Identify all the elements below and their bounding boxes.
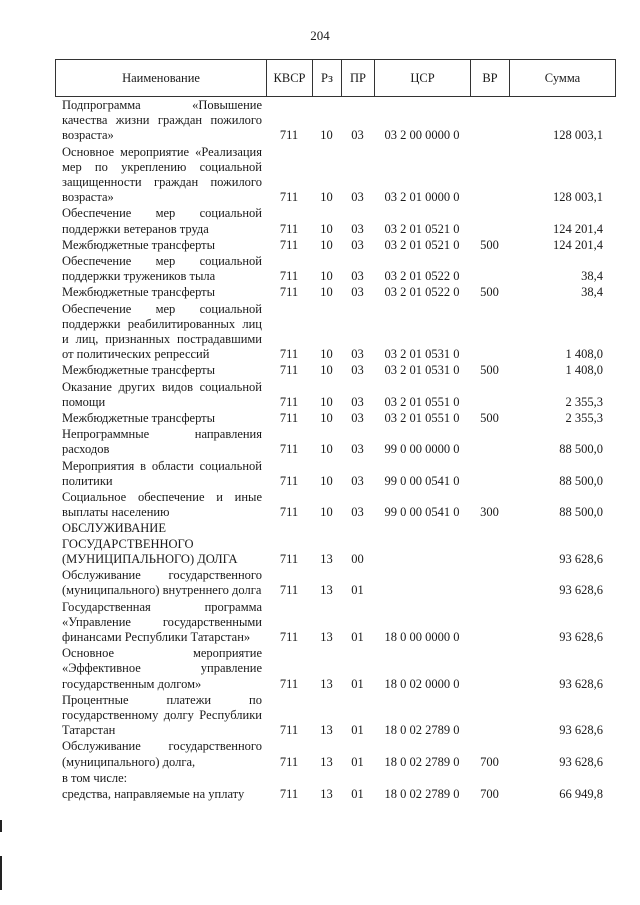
cell-rz: 13 bbox=[320, 786, 333, 801]
cell-csr: 18 0 02 2789 0 bbox=[384, 754, 460, 769]
table-row bbox=[55, 458, 615, 489]
table-row bbox=[55, 770, 615, 786]
cell-csr bbox=[374, 520, 470, 567]
cell-kvsr: 711 bbox=[279, 285, 299, 300]
cell-rz: 10 bbox=[320, 442, 333, 457]
column-header-name: Наименование bbox=[56, 60, 267, 97]
cell-rz: 10 bbox=[320, 411, 333, 426]
cell-kvsr: 711 bbox=[279, 754, 299, 769]
cell-name: Межбюджетные трансферты bbox=[62, 237, 216, 252]
cell-sum bbox=[509, 770, 615, 786]
table-row bbox=[55, 692, 615, 739]
cell-csr: 03 2 01 0521 0 bbox=[384, 221, 460, 236]
cell-kvsr: 711 bbox=[279, 221, 299, 236]
cell-rz: 13 bbox=[320, 723, 333, 738]
cell-rz: 10 bbox=[320, 221, 333, 236]
cell-csr: 18 0 02 2789 0 bbox=[384, 723, 460, 738]
cell-name: Обеспечение мер социальной поддержки тружеников тыла bbox=[62, 254, 262, 284]
cell-rz: 13 bbox=[320, 754, 333, 769]
cell-rz: 10 bbox=[320, 285, 333, 300]
cell-vr bbox=[470, 458, 509, 489]
cell-sum: 38,4 bbox=[581, 285, 603, 300]
cell-rz: 10 bbox=[320, 363, 333, 378]
cell-kvsr: 711 bbox=[279, 676, 299, 691]
cell-sum: 128 003,1 bbox=[553, 128, 603, 143]
cell-kvsr: 711 bbox=[279, 442, 299, 457]
margin-mark bbox=[0, 820, 2, 832]
cell-name: Межбюджетные трансферты bbox=[62, 411, 216, 426]
cell-kvsr: 711 bbox=[279, 551, 299, 566]
cell-kvsr bbox=[266, 770, 312, 786]
cell-pr: 03 bbox=[351, 394, 364, 409]
cell-name: Непрограммные направления расходов bbox=[62, 427, 262, 457]
cell-vr: 700 bbox=[480, 754, 499, 769]
table-row bbox=[55, 786, 615, 802]
cell-vr: 700 bbox=[480, 786, 499, 801]
cell-kvsr: 711 bbox=[279, 347, 299, 362]
cell-csr: 03 2 01 0551 0 bbox=[384, 411, 460, 426]
cell-name: Обслуживание государственного (муниципального) долга, bbox=[62, 739, 262, 769]
cell-pr: 03 bbox=[351, 442, 364, 457]
cell-csr bbox=[374, 770, 470, 786]
cell-kvsr: 711 bbox=[279, 128, 299, 143]
cell-name: Социальное обеспечение и иные выплаты населению bbox=[62, 490, 262, 520]
table-row bbox=[55, 144, 615, 206]
cell-vr bbox=[470, 301, 509, 363]
cell-name: Государственная программа «Управление государственными финансами Республики Татарстан» bbox=[62, 599, 262, 644]
cell-pr: 01 bbox=[351, 786, 364, 801]
cell-rz: 13 bbox=[320, 583, 333, 598]
cell-sum: 93 628,6 bbox=[559, 629, 603, 644]
cell-sum: 88 500,0 bbox=[559, 505, 603, 520]
cell-sum: 38,4 bbox=[581, 269, 603, 284]
table-row bbox=[55, 426, 615, 457]
cell-sum: 66 949,8 bbox=[559, 786, 603, 801]
cell-pr: 01 bbox=[351, 629, 364, 644]
cell-rz: 10 bbox=[320, 505, 333, 520]
cell-rz bbox=[312, 770, 341, 786]
cell-pr: 03 bbox=[351, 363, 364, 378]
cell-kvsr: 711 bbox=[279, 505, 299, 520]
cell-kvsr: 711 bbox=[279, 269, 299, 284]
cell-pr: 03 bbox=[351, 347, 364, 362]
column-header-vr: ВР bbox=[471, 60, 510, 97]
cell-pr: 03 bbox=[351, 269, 364, 284]
cell-vr bbox=[470, 379, 509, 410]
cell-name: Мероприятия в области социальной политики bbox=[62, 458, 262, 488]
cell-kvsr: 711 bbox=[279, 786, 299, 801]
table-row bbox=[55, 98, 615, 144]
cell-pr: 03 bbox=[351, 411, 364, 426]
cell-rz: 10 bbox=[320, 269, 333, 284]
cell-rz: 13 bbox=[320, 551, 333, 566]
cell-pr: 03 bbox=[351, 285, 364, 300]
cell-vr bbox=[470, 426, 509, 457]
column-header-pr: ПР bbox=[342, 60, 375, 97]
cell-kvsr: 711 bbox=[279, 723, 299, 738]
cell-name: Обеспечение мер социальной поддержки ветеранов труда bbox=[62, 206, 262, 236]
cell-sum: 93 628,6 bbox=[559, 723, 603, 738]
cell-rz: 13 bbox=[320, 629, 333, 644]
cell-vr bbox=[470, 599, 509, 646]
cell-sum: 93 628,6 bbox=[559, 583, 603, 598]
cell-csr: 18 0 02 0000 0 bbox=[384, 676, 460, 691]
table-row bbox=[55, 645, 615, 692]
cell-pr: 00 bbox=[351, 551, 364, 566]
cell-vr bbox=[470, 692, 509, 739]
cell-vr bbox=[470, 98, 509, 144]
cell-rz: 10 bbox=[320, 347, 333, 362]
column-header-kvsr: КВСР bbox=[267, 60, 313, 97]
cell-vr: 500 bbox=[480, 285, 499, 300]
cell-name: Процентные платежи по государственному долгу Республики Татарстан bbox=[62, 692, 262, 738]
column-header-rz: Рз bbox=[313, 60, 342, 97]
cell-pr: 03 bbox=[351, 473, 364, 488]
cell-kvsr: 711 bbox=[279, 583, 299, 598]
cell-vr: 500 bbox=[480, 237, 499, 252]
cell-csr: 18 0 02 2789 0 bbox=[384, 786, 460, 801]
cell-name: в том числе: bbox=[62, 770, 128, 785]
cell-sum: 2 355,3 bbox=[565, 394, 603, 409]
cell-kvsr: 711 bbox=[279, 394, 299, 409]
cell-vr bbox=[470, 645, 509, 692]
cell-sum: 93 628,6 bbox=[559, 676, 603, 691]
cell-csr: 03 2 01 0521 0 bbox=[384, 237, 460, 252]
cell-kvsr: 711 bbox=[279, 190, 299, 205]
cell-csr: 03 2 01 0522 0 bbox=[384, 285, 460, 300]
column-header-sum: Сумма bbox=[510, 60, 616, 97]
table-row bbox=[55, 284, 615, 300]
cell-csr: 03 2 01 0531 0 bbox=[384, 363, 460, 378]
table-row bbox=[55, 237, 615, 253]
budget-table bbox=[55, 98, 615, 802]
cell-csr: 03 2 01 0531 0 bbox=[384, 347, 460, 362]
table-row bbox=[55, 599, 615, 646]
cell-csr: 99 0 00 0000 0 bbox=[384, 442, 460, 457]
cell-pr: 03 bbox=[351, 505, 364, 520]
cell-pr bbox=[341, 770, 374, 786]
table-row bbox=[55, 205, 615, 236]
cell-pr: 01 bbox=[351, 583, 364, 598]
cell-name: Обслуживание государственного (муниципального) внутреннего долга bbox=[62, 568, 262, 598]
table-row bbox=[55, 520, 615, 567]
cell-rz: 10 bbox=[320, 237, 333, 252]
cell-vr: 500 bbox=[480, 411, 499, 426]
margin-mark bbox=[0, 856, 2, 890]
table-row bbox=[55, 379, 615, 410]
column-header-csr: ЦСР bbox=[375, 60, 471, 97]
cell-name: Межбюджетные трансферты bbox=[62, 363, 216, 378]
cell-csr: 18 0 00 0000 0 bbox=[384, 629, 460, 644]
cell-vr bbox=[470, 144, 509, 206]
cell-sum: 88 500,0 bbox=[559, 442, 603, 457]
cell-vr bbox=[470, 205, 509, 236]
cell-csr bbox=[374, 567, 470, 598]
cell-pr: 01 bbox=[351, 754, 364, 769]
table-row bbox=[55, 362, 615, 378]
cell-rz: 10 bbox=[320, 128, 333, 143]
table-row bbox=[55, 489, 615, 520]
cell-pr: 03 bbox=[351, 221, 364, 236]
cell-name: средства, направляемые на уплату bbox=[62, 786, 245, 801]
cell-rz: 10 bbox=[320, 473, 333, 488]
cell-name: ОБСЛУЖИВАНИЕ ГОСУДАРСТВЕННОГО (МУНИЦИПАЛЬНОГО) ДОЛГА bbox=[62, 521, 238, 566]
cell-sum: 88 500,0 bbox=[559, 473, 603, 488]
cell-rz: 10 bbox=[320, 190, 333, 205]
cell-pr: 03 bbox=[351, 190, 364, 205]
cell-csr: 03 2 01 0000 0 bbox=[384, 190, 460, 205]
cell-pr: 03 bbox=[351, 237, 364, 252]
cell-sum: 124 201,4 bbox=[553, 237, 603, 252]
cell-sum: 93 628,6 bbox=[559, 754, 603, 769]
cell-kvsr: 711 bbox=[279, 237, 299, 252]
cell-csr: 99 0 00 0541 0 bbox=[384, 505, 460, 520]
page-number: 204 bbox=[310, 28, 330, 43]
cell-kvsr: 711 bbox=[279, 363, 299, 378]
table-row bbox=[55, 253, 615, 284]
cell-name: Обеспечение мер социальной поддержки реабилитированных лиц и лиц, признанных пострадавшими от политических репрессий bbox=[62, 301, 262, 362]
cell-sum: 2 355,3 bbox=[565, 411, 603, 426]
cell-csr: 03 2 01 0522 0 bbox=[384, 269, 460, 284]
cell-rz: 13 bbox=[320, 676, 333, 691]
cell-name: Основное мероприятие «Эффективное управление государственным долгом» bbox=[62, 646, 262, 691]
cell-name: Подпрограмма «Повышение качества жизни граждан пожилого возраста» bbox=[62, 98, 262, 143]
cell-vr bbox=[470, 520, 509, 567]
table-row bbox=[55, 301, 615, 363]
table-row bbox=[55, 738, 615, 769]
table-row bbox=[55, 410, 615, 426]
cell-sum: 128 003,1 bbox=[553, 190, 603, 205]
cell-sum: 93 628,6 bbox=[559, 551, 603, 566]
cell-vr bbox=[470, 253, 509, 284]
cell-kvsr: 711 bbox=[279, 473, 299, 488]
cell-sum: 1 408,0 bbox=[565, 363, 603, 378]
cell-kvsr: 711 bbox=[279, 629, 299, 644]
cell-name: Основное мероприятие «Реализация мер по укреплению социальной защищенности граждан пожилого возраста» bbox=[62, 144, 262, 205]
cell-kvsr: 711 bbox=[279, 411, 299, 426]
cell-pr: 01 bbox=[351, 676, 364, 691]
cell-sum: 1 408,0 bbox=[565, 347, 603, 362]
cell-sum: 124 201,4 bbox=[553, 221, 603, 236]
cell-vr: 300 bbox=[480, 505, 499, 520]
cell-vr: 500 bbox=[480, 363, 499, 378]
cell-vr bbox=[470, 770, 509, 786]
cell-csr: 03 2 01 0551 0 bbox=[384, 394, 460, 409]
cell-rz: 10 bbox=[320, 394, 333, 409]
cell-pr: 03 bbox=[351, 128, 364, 143]
cell-name: Оказание других видов социальной помощи bbox=[62, 379, 262, 409]
cell-pr: 01 bbox=[351, 723, 364, 738]
cell-csr: 99 0 00 0541 0 bbox=[384, 473, 460, 488]
cell-name: Межбюджетные трансферты bbox=[62, 285, 216, 300]
cell-vr bbox=[470, 567, 509, 598]
table-row bbox=[55, 567, 615, 598]
cell-csr: 03 2 00 0000 0 bbox=[384, 128, 460, 143]
table-header bbox=[55, 59, 616, 97]
